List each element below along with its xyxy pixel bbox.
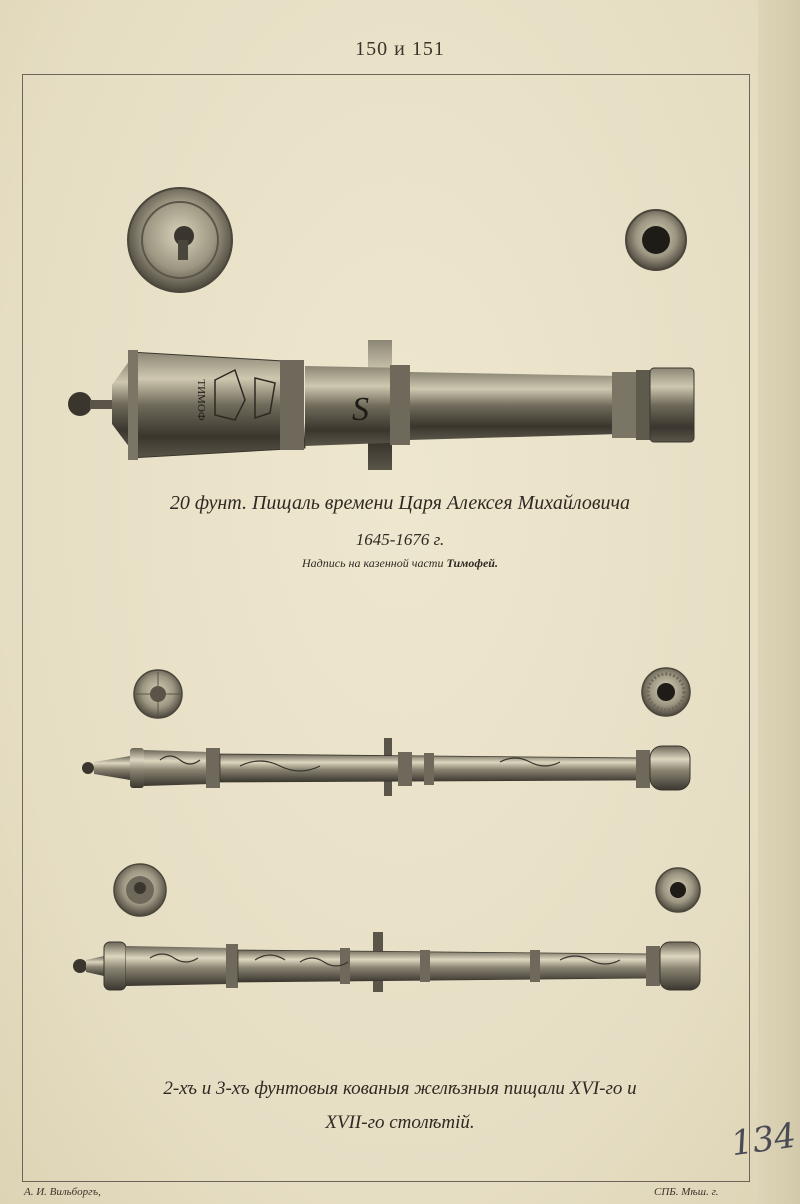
cannon2-side-view <box>82 738 690 796</box>
publisher-credit: А. И. Вильборгъ, <box>24 1186 101 1198</box>
cannon1-caption-inscription <box>0 556 800 571</box>
inscription-name: Тимофей. <box>446 556 498 570</box>
cannon1-side-view <box>68 340 694 470</box>
cannon1-breech-view <box>128 188 232 292</box>
printer-credit: СПБ. Мѣш. г. <box>654 1186 719 1198</box>
cannon1-caption-title: 20 фунт. Пищаль времени Царя Алексея Михайловича <box>169 492 631 514</box>
cannon1-caption-years: 1645-1676 г. <box>355 530 445 549</box>
cannon2-muzzle-view <box>642 668 690 716</box>
cannon1-letter-mark: S <box>352 391 369 428</box>
cannons23-caption-line1: 2-хъ и 3-хъ фунтовыя кованыя желѣзныя пищали XVI-го и <box>163 1078 637 1099</box>
cannon3-side-view <box>73 932 700 992</box>
cannon3-muzzle-view <box>656 868 700 912</box>
inscription-prefix: Надпись на казенной части <box>302 556 444 570</box>
plate-number: 150 и 151 <box>355 38 445 60</box>
cannon1-inscription: ТИМОФ <box>195 379 207 421</box>
cannon3-breech-view <box>114 864 166 916</box>
cannon2-breech-view <box>134 670 182 718</box>
cannons23-caption-line2: XVII-го столѣтій. <box>325 1112 475 1133</box>
handwritten-page-note: 134 <box>728 1115 799 1165</box>
cannon1-muzzle-view <box>626 210 686 270</box>
